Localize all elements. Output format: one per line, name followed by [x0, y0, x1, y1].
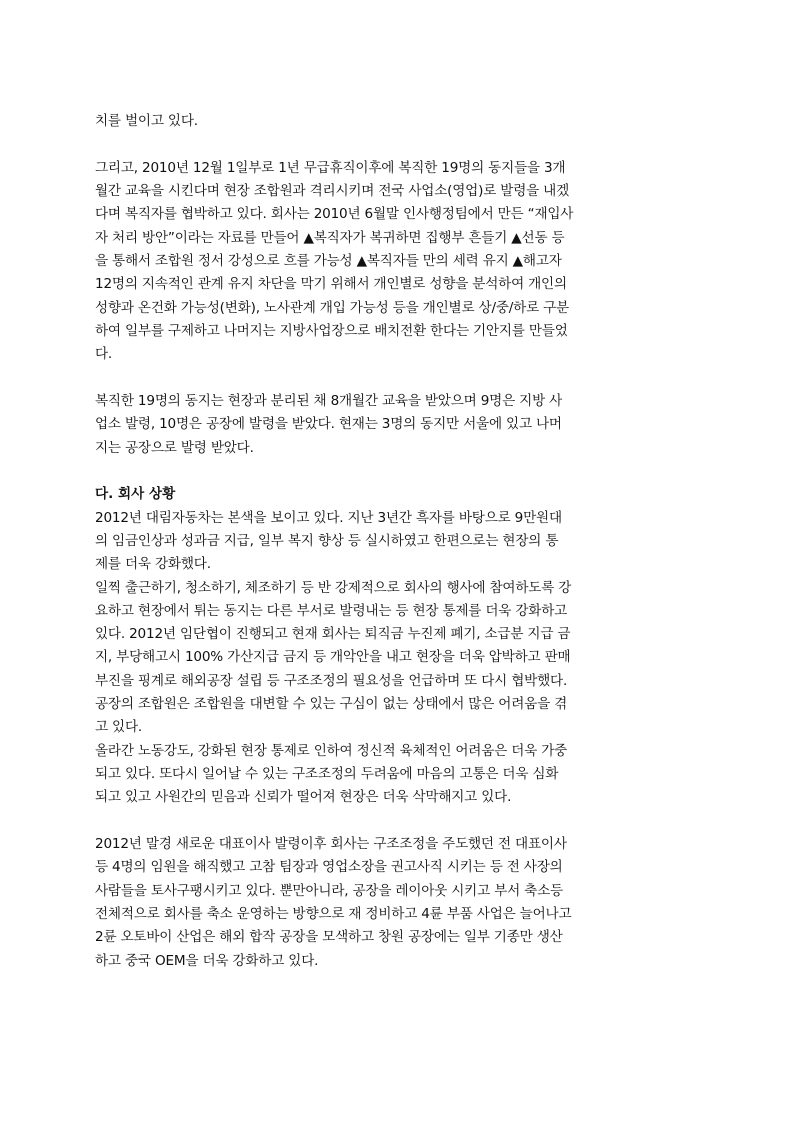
paragraph-gap	[95, 460, 700, 484]
text-line: 요하고 현장에서 튀는 동지는 다른 부서로 발령내는 등 현장 통제를 더욱 강화하고	[95, 602, 568, 619]
text-line: 성향과 온건화 가능성(변화), 노사관계 개입 가능성 등을 개인별로 상/중/하로 구분	[95, 299, 569, 316]
text-line: 사람들을 토사구팽시키고 있다. 뿐만아니라, 공장을 레이아웃 시키고 부서 축소등	[95, 882, 563, 899]
text-line: 12명의 지속적인 관계 유지 차단을 막기 위해서 개인별로 성향을 분석하여 개인의	[95, 276, 567, 293]
paragraph-gap	[95, 366, 700, 390]
text-line: 그리고, 2010년 12월 1일부로 1년 무급휴직이후에 복직한 19명의 동지들을 3개	[95, 159, 566, 176]
paragraph-3	[95, 390, 700, 460]
text-line: 2륜 오토바이 산업은 해외 합작 공장을 모색하고 창원 공장에는 일부 기종만 생산	[95, 929, 563, 946]
paragraph-5	[95, 833, 700, 973]
text-line: 있다. 2012년 임단협이 진행되고 현재 회사는 퇴직금 누진제 폐기, 소급분 지급 금	[95, 626, 571, 643]
text-line: 올라간 노동강도, 강화된 현장 통제로 인하여 정신적 육체적인 어려움은 더욱 가중	[95, 742, 568, 759]
paragraph-2	[95, 157, 700, 367]
text-line: 업소 발령, 10명은 공장에 발령을 받았다. 현재는 3명의 동지만 서울에 있고 나머	[95, 416, 562, 433]
paragraph-gap	[95, 133, 700, 157]
text-line: 다.	[95, 346, 113, 363]
paragraph-4	[95, 507, 700, 810]
text-line: 되고 있다. 또다시 일어날 수 있는 구조조정의 두려움에 마음의 고통은 더욱 심화	[95, 765, 559, 782]
text-line: 을 통해서 조합원 정서 강성으로 흐를 가능성 ▲복직자들 만의 세력 유지 ▲해고자	[95, 252, 562, 269]
text-line: 의 임금인상과 성과금 지급, 일부 복지 향상 등 실시하였고 한편으로는 현장의 통	[95, 532, 559, 549]
text-line: 2012년 말경 새로운 대표이사 발령이후 회사는 구조조정을 주도했던 전 대표이사	[95, 836, 567, 853]
text-line: 월간 교육을 시킨다며 현장 조합원과 격리시키며 전국 사업소(영업)로 발령을 내겠	[95, 183, 570, 200]
text-line: 일찍 출근하기, 청소하기, 체조하기 등 반 강제적으로 회사의 행사에 참여하도록 강	[95, 579, 572, 596]
text-line: 하여 일부를 구제하고 나머지는 지방사업장으로 배치전환 한다는 기안지를 만들었	[95, 322, 568, 339]
text-line: 부진을 핑계로 해외공장 설립 등 구조조정의 필요성을 언급하며 또 다시 협박했다.	[95, 672, 568, 689]
text-line: 전체적으로 회사를 축소 운영하는 방향으로 재 정비하고 4륜 부품 사업은 늘어나고	[95, 905, 572, 922]
text-line: 2012년 대림자동차는 본색을 보이고 있다. 지난 3년간 흑자를 바탕으로 9만원대	[95, 509, 562, 526]
text-line: 지는 공장으로 발령 받았다.	[95, 439, 254, 456]
text-line: 고 있다.	[95, 719, 143, 736]
text-line: 제를 더욱 강화했다.	[95, 556, 211, 573]
text-line: 자 처리 방안”이라는 자료를 만들어 ▲복직자가 복귀하면 집행부 흔들기 ▲선동 등	[95, 229, 565, 246]
document-page	[95, 110, 700, 973]
text-line: 다며 복직자를 협박하고 있다. 회사는 2010년 6월말 인사행정팀에서 만든 “재입사	[95, 206, 574, 223]
text-line: 공장의 조합원은 조합원을 대변할 수 있는 구심이 없는 상태에서 많은 어려움을 겪	[95, 696, 568, 713]
text-line: 지, 부당해고시 100% 가산지급 금지 등 개악안을 내고 현장을 더욱 압박하고 판매	[95, 649, 571, 666]
text-line: 하고 중국 OEM을 더욱 강화하고 있다.	[95, 952, 319, 969]
text-line: 되고 있고 사원간의 믿음과 신뢰가 떨어져 현장은 더욱 삭막해지고 있다.	[95, 789, 512, 806]
text-line: 복직한 19명의 동지는 현장과 분리된 채 8개월간 교육을 받았으며 9명은 지방 사	[95, 392, 563, 409]
text-line: 치를 벌이고 있다.	[95, 113, 198, 129]
section-heading: 다. 회사 상황	[95, 486, 176, 503]
paragraph-gap	[95, 810, 700, 834]
paragraph-1	[95, 110, 700, 133]
text-line: 등 4명의 임원을 해직했고 고참 팀장과 영업소장을 권고사직 시키는 등 전 사장의	[95, 859, 563, 876]
